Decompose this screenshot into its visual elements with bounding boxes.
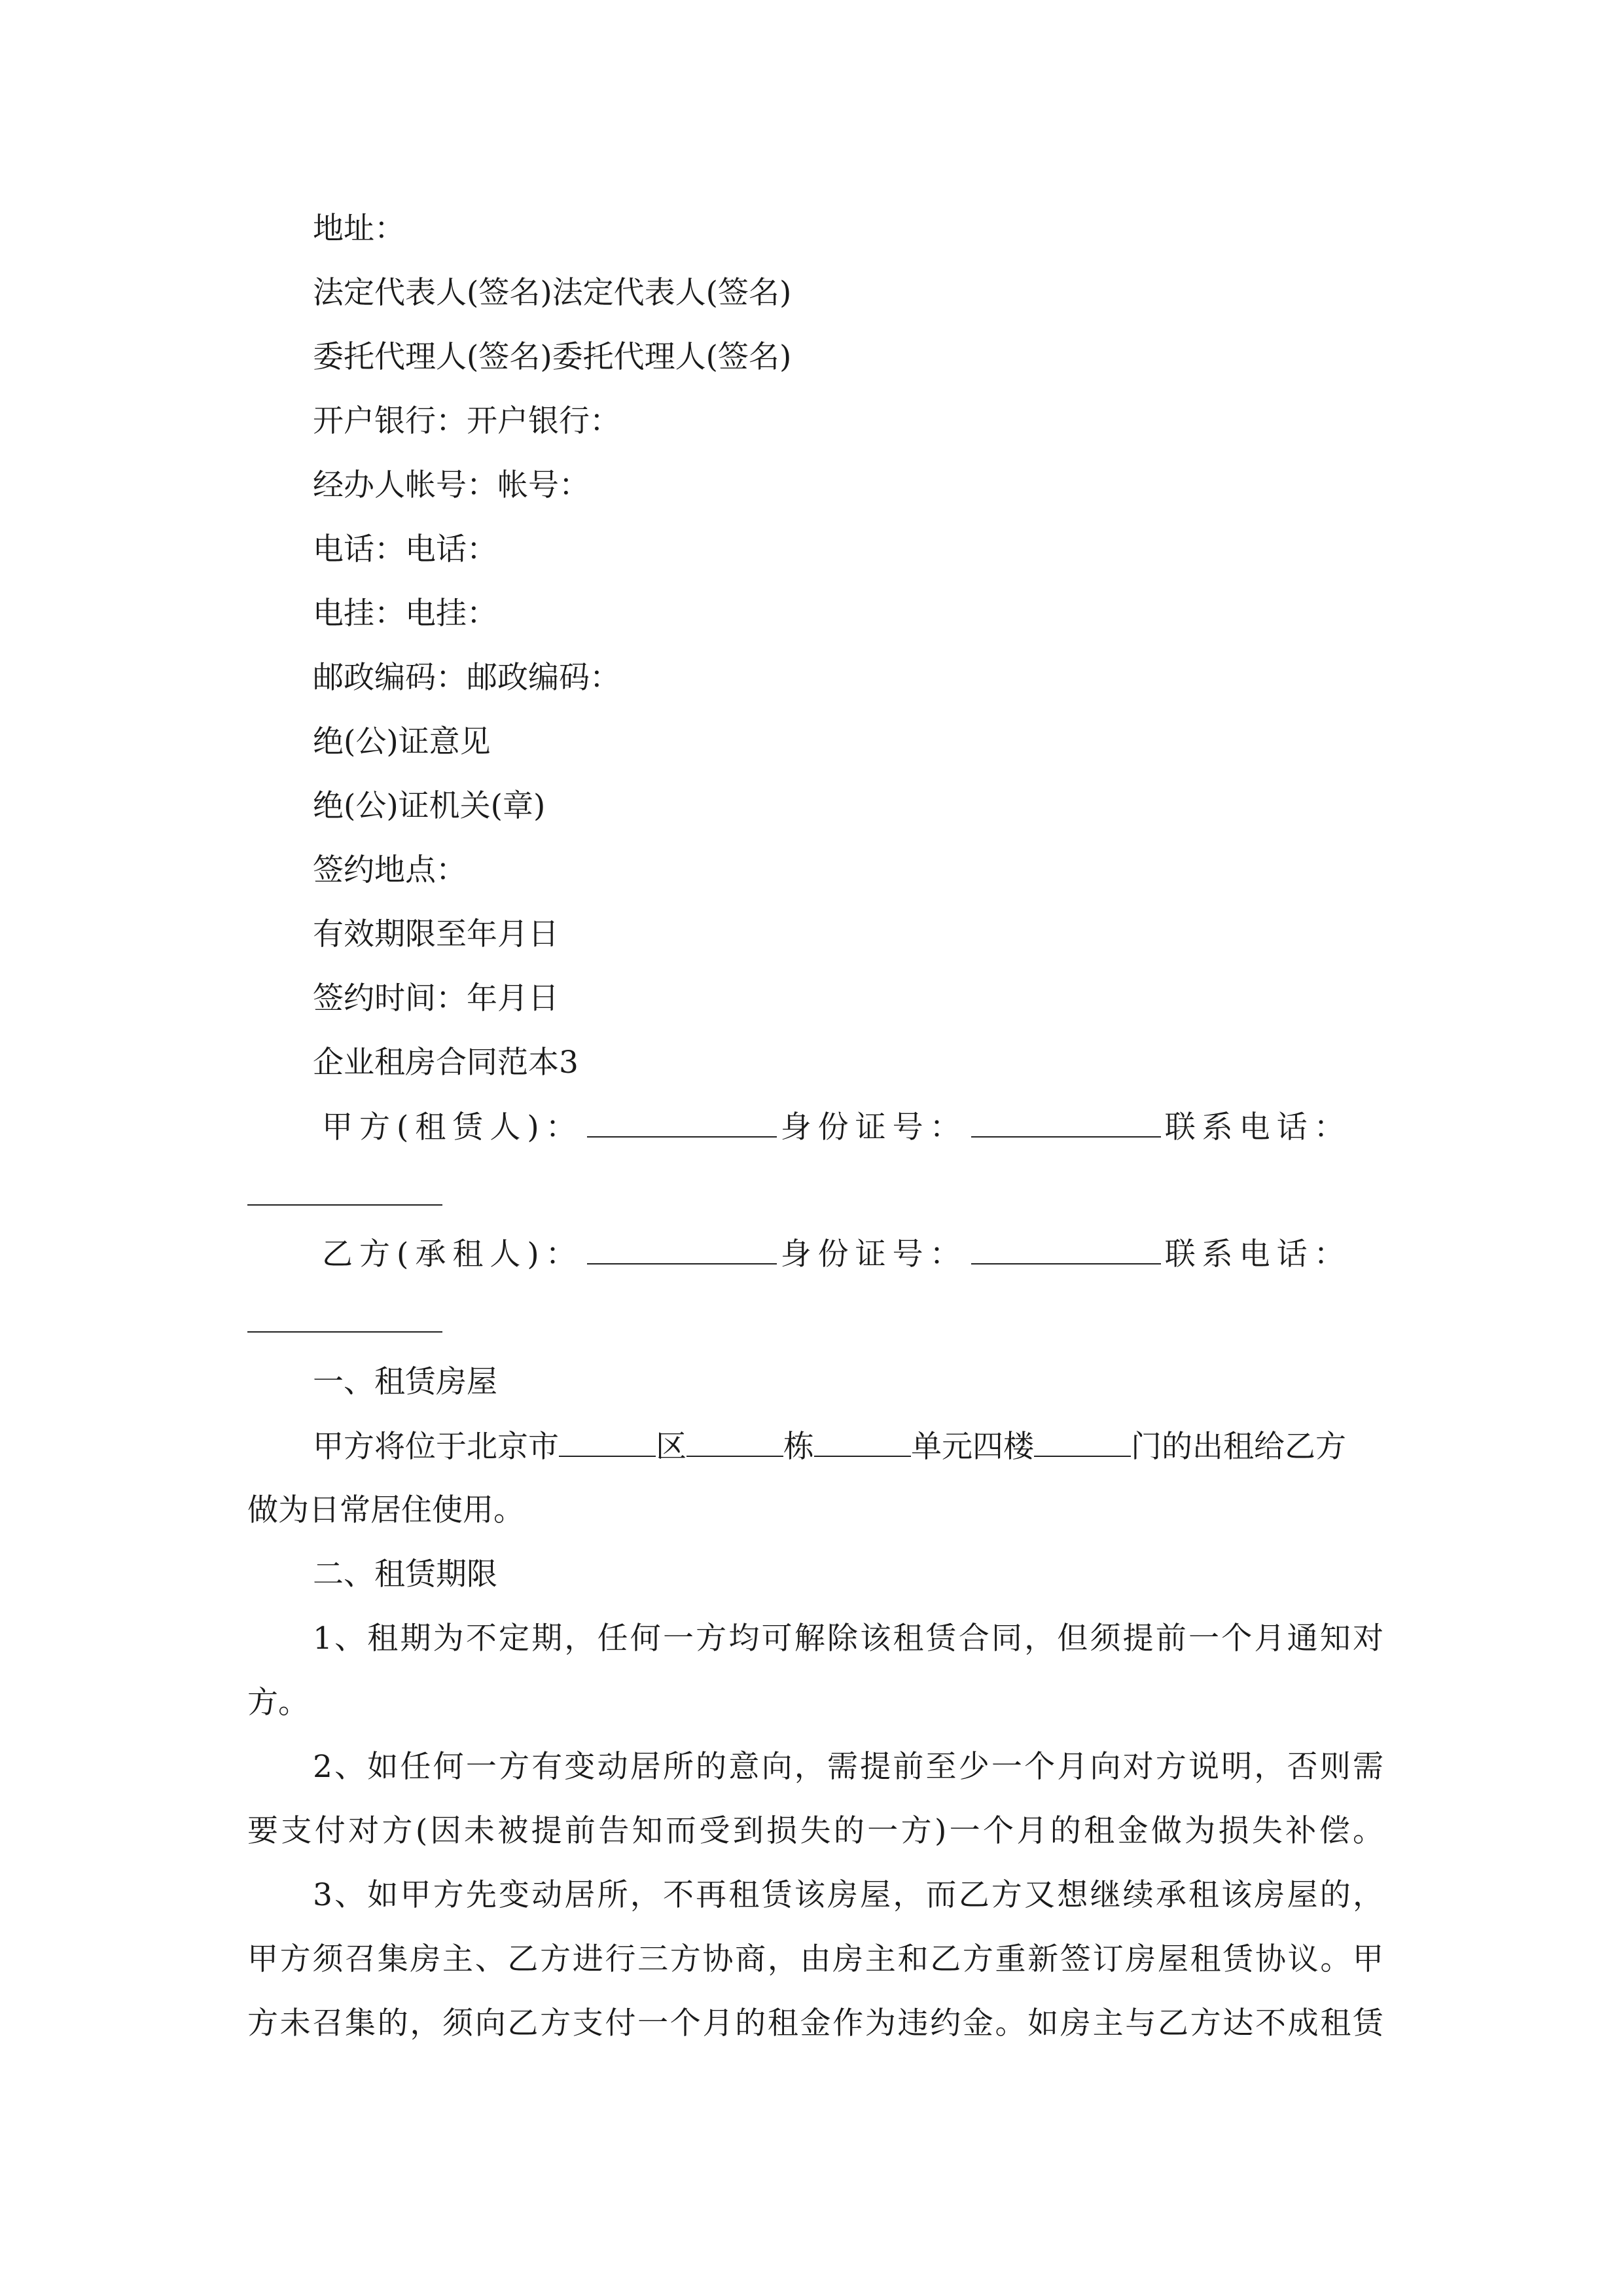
section1-paragraph	[313, 1427, 1346, 1467]
item2-line2: 要支付对方(因未被提前告知而受到损失的一方)一个月的租金做为损失补偿。	[247, 1813, 1383, 1849]
section2-heading: 二、租赁期限	[313, 1556, 497, 1592]
unit-blank	[814, 1427, 911, 1457]
party-a-row	[322, 1107, 1351, 1147]
bank-line: 开户银行：开户银行：	[313, 403, 620, 439]
party-a-role: 甲方(租赁人)：	[322, 1109, 583, 1145]
section1-text-d: 单元四楼	[911, 1429, 1034, 1465]
validity-line: 有效期限至年月日	[313, 916, 559, 952]
party-b-name-blank	[587, 1234, 777, 1265]
party-a-phone-blank	[247, 1204, 442, 1206]
legal-rep-line: 法定代表人(签名)法定代表人(签名)	[313, 275, 792, 311]
item3-line3: 方未召集的，须向乙方支付一个月的租金作为违约金。如房主与乙方达不成租赁	[247, 2005, 1383, 2041]
party-b-phone-blank	[247, 1331, 442, 1333]
section1-text-b: 区	[656, 1429, 687, 1465]
section1-text-e: 门的出租给乙方	[1131, 1429, 1346, 1465]
item3-line2: 甲方须召集房主、乙方进行三方协商，由房主和乙方重新签订房屋租赁协议。甲	[247, 1941, 1383, 1977]
party-b-id-blank	[971, 1234, 1161, 1265]
party-b-role: 乙方(承租人)：	[322, 1236, 583, 1272]
notary-office-line: 绝(公)证机关(章)	[313, 788, 546, 824]
party-b-phone-label: 联系电话：	[1164, 1236, 1351, 1272]
item3-line1: 3、如甲方先变动居所，不再租赁该房屋，而乙方又想继续承租该房屋的，	[313, 1877, 1383, 1913]
section1-heading: 一、租赁房屋	[313, 1364, 497, 1400]
item1-line2: 方。	[247, 1685, 309, 1721]
phone-line: 电话：电话：	[313, 531, 497, 567]
sign-time-line: 签约时间：年月日	[313, 980, 559, 1016]
party-a-phone-label: 联系电话：	[1164, 1109, 1351, 1145]
postal-code-line: 邮政编码：邮政编码：	[313, 660, 620, 696]
party-a-id-blank	[971, 1107, 1161, 1138]
item1-line1: 1、租期为不定期，任何一方均可解除该租赁合同，但须提前一个月通知对	[313, 1621, 1383, 1657]
section1-paragraph-line2: 做为日常居住使用。	[247, 1492, 524, 1528]
section1-text-c: 栋	[783, 1429, 814, 1465]
item2-line1: 2、如任何一方有变动居所的意向，需提前至少一个月向对方说明，否则需	[313, 1749, 1383, 1785]
notary-opinion-line: 绝(公)证意见	[313, 724, 491, 760]
address-line: 地址：	[313, 211, 405, 247]
sign-place-line: 签约地点：	[313, 852, 467, 888]
agent-line: 委托代理人(签名)委托代理人(签名)	[313, 339, 792, 375]
section1-text-a: 甲方将位于北京市	[313, 1429, 559, 1465]
telegraph-line: 电挂：电挂：	[313, 596, 497, 632]
party-a-name-blank	[587, 1107, 777, 1138]
party-a-id-label: 身份证号：	[780, 1109, 967, 1145]
account-line: 经办人帐号：帐号：	[313, 467, 590, 503]
party-b-row	[322, 1234, 1351, 1274]
district-blank	[559, 1427, 656, 1457]
contract-title: 企业租房合同范本3	[313, 1045, 579, 1081]
building-blank	[687, 1427, 783, 1457]
party-b-id-label: 身份证号：	[780, 1236, 967, 1272]
door-blank	[1034, 1427, 1131, 1457]
